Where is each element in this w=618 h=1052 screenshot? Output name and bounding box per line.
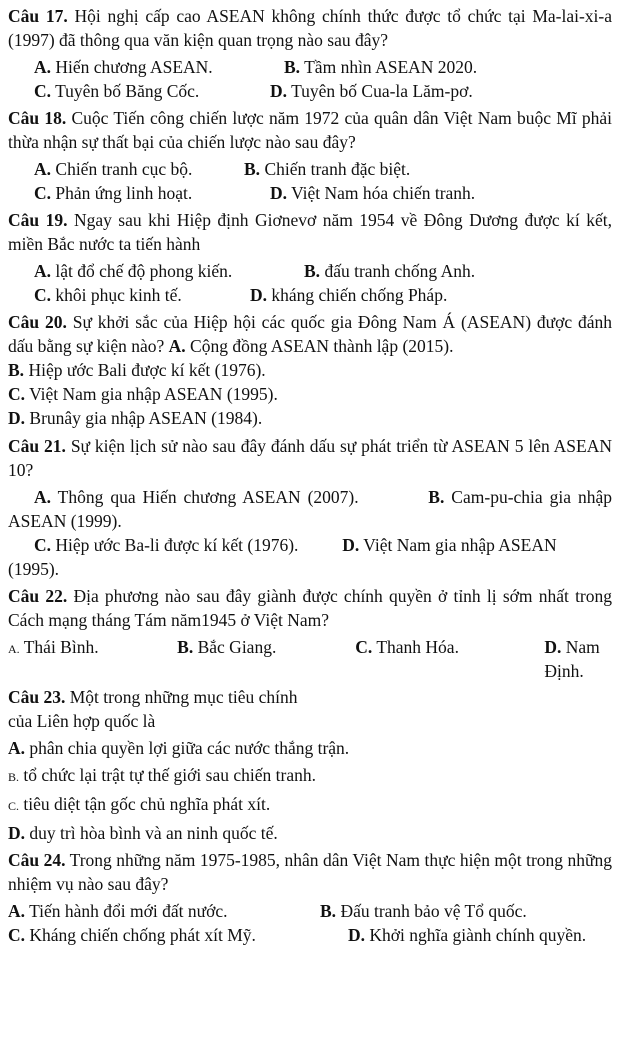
question-17-options-row-1 (8, 55, 612, 79)
question-21-option-d: D. Việt Nam gia nhập ASEAN (1995). (8, 535, 557, 579)
question-18-stem (8, 106, 612, 154)
question-21 (8, 434, 612, 581)
question-21-options-ab (8, 485, 612, 533)
question-20-stem (8, 310, 612, 358)
question-22-text: Địa phương nào sau đây giành được chính quyền ở tỉnh lị sớm nhất trong Cách mạng tháng Tám năm1945 ở Việt Nam? (8, 586, 613, 630)
question-22-options-row (8, 635, 612, 683)
question-23-option-a: A. phân chia quyền lợi giữa các nước thắng trận. (8, 738, 350, 758)
question-21-options-cd (8, 533, 612, 581)
question-19-number: Câu 19. (8, 210, 68, 230)
question-21-option-c: C. Hiệp ước Ba-li được kí kết (1976). (34, 535, 299, 555)
question-19-option-b: B. đấu tranh chống Anh. (304, 261, 476, 281)
question-23-text: Một trong những mục tiêu chính của Liên hợp quốc là (8, 687, 298, 731)
question-23-option-b: B. tổ chức lại trật tự thế giới sau chiến tranh. (8, 765, 316, 785)
question-20 (8, 310, 612, 430)
question-17-text: Hội nghị cấp cao ASEAN không chính thức được tổ chức tại Ma-lai-xi-a (1997) đã thông qua văn kiện quan trọng nào sau đây? (8, 6, 613, 50)
question-22-option-a: A. Thái Bình. (8, 637, 99, 657)
question-24-option-d: D. Khởi nghĩa giành chính quyền. (348, 925, 587, 945)
question-17-options-row-2 (8, 79, 612, 103)
question-20-number: Câu 20. (8, 312, 67, 332)
question-23-option-c: C. tiêu diệt tận gốc chủ nghĩa phát xít. (8, 794, 271, 814)
question-24-options-row-1 (8, 899, 612, 923)
question-18-option-b: B. Chiến tranh đặc biệt. (244, 159, 411, 179)
question-21-stem (8, 434, 612, 482)
question-17-number: Câu 17. (8, 6, 68, 26)
question-24-options-row-2 (8, 923, 612, 947)
question-17-option-c: C. Tuyên bố Băng Cốc. (34, 81, 200, 101)
question-19-option-c: C. khôi phục kinh tế. (34, 285, 182, 305)
question-18-option-c: C. Phản ứng linh hoạt. (34, 183, 193, 203)
question-21-text: Sự kiện lịch sử nào sau đây đánh dấu sự phát triển từ ASEAN 5 lên ASEAN 10? (8, 436, 612, 480)
question-21-number: Câu 21. (8, 436, 66, 456)
question-18-options-row-1 (8, 157, 612, 181)
question-20-option-c: C. Việt Nam gia nhập ASEAN (1995). (8, 384, 278, 404)
question-24-option-c: C. Kháng chiến chống phát xít Mỹ. (8, 925, 256, 945)
question-18-option-a: A. Chiến tranh cục bộ. (34, 159, 193, 179)
question-21-option-a: A. Thông qua Hiến chương ASEAN (2007). (34, 487, 359, 507)
question-22 (8, 584, 612, 683)
question-22-stem (8, 584, 612, 632)
question-22-number: Câu 22. (8, 586, 68, 606)
question-22-option-c: C. Thanh Hóa. (355, 637, 459, 657)
question-20-option-a: A. Cộng đồng ASEAN thành lập (2015). (168, 336, 454, 356)
question-17-option-a: A. Hiến chương ASEAN. (34, 57, 213, 77)
question-18-text: Cuộc Tiến công chiến lược năm 1972 của quân dân Việt Nam buộc Mĩ phải thừa nhận sự thất bại của chiến lược nào sau đây? (8, 108, 613, 152)
question-24-option-a: A. Tiến hành đổi mới đất nước. (8, 901, 228, 921)
question-17-stem (8, 4, 612, 52)
question-23-number: Câu 23. (8, 687, 66, 707)
question-18 (8, 106, 612, 205)
question-19-option-d: D. kháng chiến chống Pháp. (250, 285, 448, 305)
question-18-option-d: D. Việt Nam hóa chiến tranh. (270, 183, 476, 203)
question-24 (8, 848, 612, 947)
question-18-number: Câu 18. (8, 108, 67, 128)
question-19-text: Ngay sau khi Hiệp định Giơnevơ năm 1954 về Đông Dương được kí kết, miền Bắc nước ta tiến hành (8, 210, 612, 254)
question-24-stem (8, 848, 612, 896)
question-17 (8, 4, 612, 103)
question-23-option-d: D. duy trì hòa bình và an ninh quốc tế. (8, 823, 278, 843)
question-19-option-a: A. lật đổ chế độ phong kiến. (34, 261, 233, 281)
question-20-text: Sự khởi sắc của Hiệp hội các quốc gia Đông Nam Á (ASEAN) được đánh dấu bằng sự kiện nào? (8, 312, 613, 356)
question-24-text: Trong những năm 1975-1985, nhân dân Việt Nam thực hiện một trong những nhiệm vụ nào sau đây? (8, 850, 613, 894)
question-23-stem (8, 685, 308, 733)
question-18-options-row-2 (8, 181, 612, 205)
question-19 (8, 208, 612, 307)
question-17-option-b: B. Tầm nhìn ASEAN 2020. (284, 57, 478, 77)
question-20-option-d: D. Brunây gia nhập ASEAN (1984). (8, 408, 263, 428)
question-24-option-b: B. Đấu tranh bảo vệ Tổ quốc. (320, 901, 527, 921)
question-17-option-d: D. Tuyên bố Cua-la Lăm-pơ. (270, 81, 473, 101)
question-19-options-row-1 (8, 259, 612, 283)
question-22-option-b: B. Bắc Giang. (177, 637, 277, 657)
question-20-option-b: B. Hiệp ước Bali được kí kết (1976). (8, 360, 266, 380)
question-21-option-b: B. Cam-pu-chia gia nhập ASEAN (1999). (8, 487, 612, 531)
question-23 (8, 685, 612, 845)
question-19-options-row-2 (8, 283, 612, 307)
question-22-option-d: D. Nam Định. (544, 637, 600, 681)
question-19-stem (8, 208, 612, 256)
question-24-number: Câu 24. (8, 850, 66, 870)
